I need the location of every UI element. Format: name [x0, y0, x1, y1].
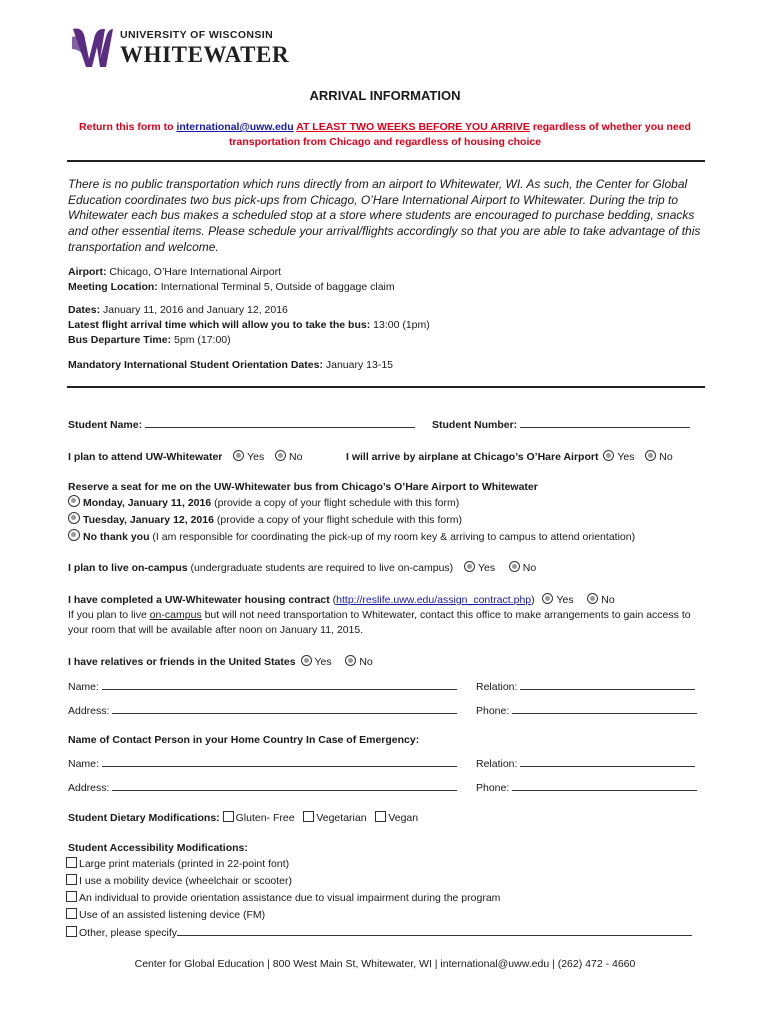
divider-middle	[67, 386, 705, 388]
relative-relation-label: Relation:	[476, 681, 518, 693]
page-title: ARRIVAL INFORMATION	[309, 88, 461, 103]
housing-no-label: No	[601, 594, 615, 606]
orientation-label: Mandatory International Student Orientation Dates:	[68, 359, 323, 371]
departure-value: 5pm (17:00)	[171, 334, 231, 346]
listening-device-label: Use of an assisted listening device (FM)	[79, 909, 266, 921]
reserve-option-no-thanks[interactable]	[66, 529, 635, 544]
relative-address-field[interactable]	[112, 703, 457, 714]
relative-name-row	[68, 679, 457, 694]
relatives-label: I have relatives or friends in the United States	[68, 656, 296, 668]
reserve-monday-text: (provide a copy of your flight schedule with this form)	[211, 497, 460, 509]
student-number-field[interactable]	[520, 417, 690, 428]
emergency-relation-field[interactable]	[520, 756, 695, 767]
emergency-relation-row	[476, 756, 695, 771]
university-logo	[70, 24, 289, 72]
relatives-yes-label: Yes	[314, 656, 332, 668]
dietary-vegetarian-label: Vegetarian	[316, 812, 367, 824]
orientation-value: January 13-15	[322, 359, 393, 371]
accessibility-option-other[interactable]	[66, 925, 692, 940]
other-specify-field[interactable]	[177, 925, 692, 936]
reserve-tuesday-radio[interactable]	[68, 512, 80, 524]
relatives-row	[68, 655, 373, 669]
oncampus-label: I plan to live on-campus	[68, 562, 188, 574]
notice-prefix: Return this form to	[79, 121, 177, 133]
ohare-no-radio[interactable]	[645, 450, 656, 461]
reserve-monday-bold: Monday, January 11, 2016	[83, 497, 212, 509]
ohare-yes-label: Yes	[617, 451, 635, 463]
oncampus-yes-radio[interactable]	[464, 561, 475, 572]
emergency-address-field[interactable]	[112, 780, 457, 791]
airport-value: Chicago, O’Hare International Airport	[106, 266, 282, 278]
reserve-monday-radio[interactable]	[68, 495, 80, 507]
oncampus-yes-label: Yes	[477, 562, 496, 574]
emergency-name-field[interactable]	[102, 756, 457, 767]
attend-row	[68, 450, 302, 464]
accessibility-option-visual[interactable]	[66, 891, 500, 905]
attend-no-label: No	[289, 451, 303, 463]
reserve-tuesday-bold: Tuesday, January 12, 2016	[83, 514, 214, 526]
visual-assistance-checkbox[interactable]	[66, 891, 77, 902]
mobility-device-label: I use a mobility device (wheelchair or scooter)	[79, 875, 293, 887]
dates-value: January 11, 2016 and January 12, 2016	[100, 304, 288, 316]
dietary-vegan-checkbox[interactable]	[375, 811, 386, 822]
oncampus-note: (undergraduate students are required to live on-campus)	[187, 562, 454, 574]
relatives-no-radio[interactable]	[345, 655, 356, 666]
emergency-relation-label: Relation:	[476, 758, 518, 770]
ohare-label: I will arrive by airplane at Chicago’s O’Hare Airport	[346, 451, 599, 463]
ohare-yes-radio[interactable]	[603, 450, 614, 461]
dietary-row	[68, 811, 418, 825]
housing-no-radio[interactable]	[587, 593, 598, 604]
emergency-phone-row	[476, 780, 697, 795]
housing-row	[68, 593, 615, 607]
other-label: Other, please specify	[79, 927, 178, 939]
accessibility-option-listening[interactable]	[66, 908, 265, 922]
emergency-heading-text: Name of Contact Person in your Home Country In Case of Emergency:	[68, 734, 420, 746]
student-info-row	[68, 417, 415, 432]
other-checkbox[interactable]	[66, 926, 77, 937]
reserve-option-monday[interactable]	[66, 495, 459, 510]
relative-phone-field[interactable]	[512, 703, 697, 714]
student-name-label: Student Name:	[68, 419, 143, 431]
relative-phone-label: Phone:	[476, 705, 510, 717]
logo-top-text: UNIVERSITY OF WISCONSIN	[120, 29, 274, 42]
dates-label: Dates:	[68, 304, 101, 316]
ohare-no-label: No	[659, 451, 673, 463]
accessibility-heading	[68, 841, 248, 855]
reserve-no-thanks-radio[interactable]	[68, 529, 80, 541]
meeting-label: Meeting Location:	[68, 281, 158, 293]
notice-deadline: AT LEAST TWO WEEKS BEFORE YOU ARRIVE	[296, 121, 530, 133]
dietary-gluten-free-checkbox[interactable]	[223, 811, 234, 822]
listening-device-checkbox[interactable]	[66, 908, 77, 919]
emergency-name-label: Name:	[68, 758, 99, 770]
housing-note-a: If you plan to live	[68, 609, 150, 621]
dietary-vegetarian-checkbox[interactable]	[303, 811, 314, 822]
oncampus-no-radio[interactable]	[509, 561, 520, 572]
airport-label: Airport:	[68, 266, 107, 278]
orientation-info	[68, 358, 708, 373]
footer-contact: Center for Global Education | 800 West Main St, Whitewater, WI | international@uww.edu | (262) 472 - 4660	[134, 958, 636, 970]
student-name-field[interactable]	[145, 417, 415, 428]
relatives-no-label: No	[359, 656, 373, 668]
relative-address-label: Address:	[68, 705, 110, 717]
departure-label: Bus Departure Time:	[68, 334, 172, 346]
intro-paragraph: There is no public transportation which runs directly from an airport to Whitewater, WI. As such, the Center for Global Education coordinates two bus pick-ups from Chicago, O’Hare International Airport to Whitewater. During the trip to Whitewater each bus makes a scheduled stop at a store where students are encouraged to purchase bedding, snacks and other essential items. Please schedule your arrival/flights accordingly so that you are able to take advantage of this transportation and welcome.	[68, 177, 701, 254]
relative-name-label: Name:	[68, 681, 99, 693]
housing-yes-label: Yes	[556, 594, 574, 606]
attend-yes-label: Yes	[247, 451, 265, 463]
large-print-label: Large print materials (printed in 22-point font)	[79, 858, 290, 870]
attend-label: I plan to attend UW-Whitewater	[68, 451, 223, 463]
housing-open-paren: (	[329, 594, 337, 606]
emergency-phone-label: Phone:	[476, 782, 510, 794]
ohare-row	[346, 450, 673, 464]
notice-suffix: regardless of whether you need transportation from Chicago and regardless of housing choice	[228, 121, 691, 148]
relative-name-field[interactable]	[102, 679, 457, 690]
relative-relation-field[interactable]	[520, 679, 695, 690]
emergency-phone-field[interactable]	[512, 780, 697, 791]
meeting-value: International Terminal 5, Outside of baggage claim	[157, 281, 395, 293]
emergency-address-row	[68, 780, 457, 795]
emergency-heading	[68, 733, 419, 747]
bus-info	[68, 303, 708, 348]
student-number-row	[432, 417, 690, 432]
return-notice	[60, 120, 710, 150]
latest-value: 13:00 (1pm)	[370, 319, 430, 331]
housing-note	[68, 608, 708, 638]
attend-no-radio[interactable]	[275, 450, 286, 461]
accessibility-heading-text: Student Accessibility Modifications:	[68, 842, 248, 854]
accessibility-option-large-print[interactable]	[66, 857, 289, 871]
visual-assistance-label: An individual to provide orientation assistance due to visual impairment during the program	[79, 892, 501, 904]
housing-yes-radio[interactable]	[542, 593, 553, 604]
relative-phone-row	[476, 703, 697, 718]
relatives-yes-radio[interactable]	[301, 655, 312, 666]
reserve-heading	[68, 480, 538, 494]
relative-relation-row	[476, 679, 695, 694]
emergency-name-row	[68, 756, 457, 771]
dietary-label: Student Dietary Modifications:	[68, 812, 220, 824]
housing-label: I have completed a UW-Whitewater housing contract	[68, 594, 330, 606]
emergency-address-label: Address:	[68, 782, 110, 794]
relative-address-row	[68, 703, 457, 718]
oncampus-row	[68, 561, 536, 575]
dietary-gluten-free-label: Gluten- Free	[235, 812, 295, 824]
logo-bottom-text: WHITEWATER	[120, 41, 290, 67]
student-number-label: Student Number:	[432, 419, 518, 431]
notice-email-link[interactable]: international@uww.edu	[176, 121, 294, 133]
reserve-no-thanks-text: (I am responsible for coordinating the pick-up of my room key & arriving to campus to attend orientation)	[149, 531, 636, 543]
uw-logo-icon	[70, 25, 114, 71]
housing-close-paren: )	[531, 594, 535, 606]
housing-note-b: but will not need transportation to Whitewater, contact this office to make arrangements to gain access to your room that will be available after noon on January 11, 2015.	[68, 609, 691, 636]
attend-yes-radio[interactable]	[233, 450, 244, 461]
reserve-option-tuesday[interactable]	[66, 512, 462, 527]
airport-info	[68, 265, 708, 295]
oncampus-no-label: No	[522, 562, 537, 574]
housing-contract-link[interactable]: http://reslife.uww.edu/assign_contract.php	[336, 594, 532, 606]
large-print-checkbox[interactable]	[66, 857, 77, 868]
accessibility-option-mobility[interactable]	[66, 874, 292, 888]
reserve-heading-text: Reserve a seat for me on the UW-Whitewater bus from Chicago’s O’Hare Airport to Whitewater	[68, 481, 538, 493]
dietary-vegan-label: Vegan	[388, 812, 419, 824]
housing-note-oncampus: on-campus	[149, 609, 202, 621]
reserve-tuesday-text: (provide a copy of your flight schedule with this form)	[213, 514, 462, 526]
reserve-no-thanks-bold: No thank you	[83, 531, 150, 543]
latest-label: Latest flight arrival time which will allow you to take the bus:	[68, 319, 371, 331]
mobility-device-checkbox[interactable]	[66, 874, 77, 885]
divider-top	[67, 160, 705, 162]
